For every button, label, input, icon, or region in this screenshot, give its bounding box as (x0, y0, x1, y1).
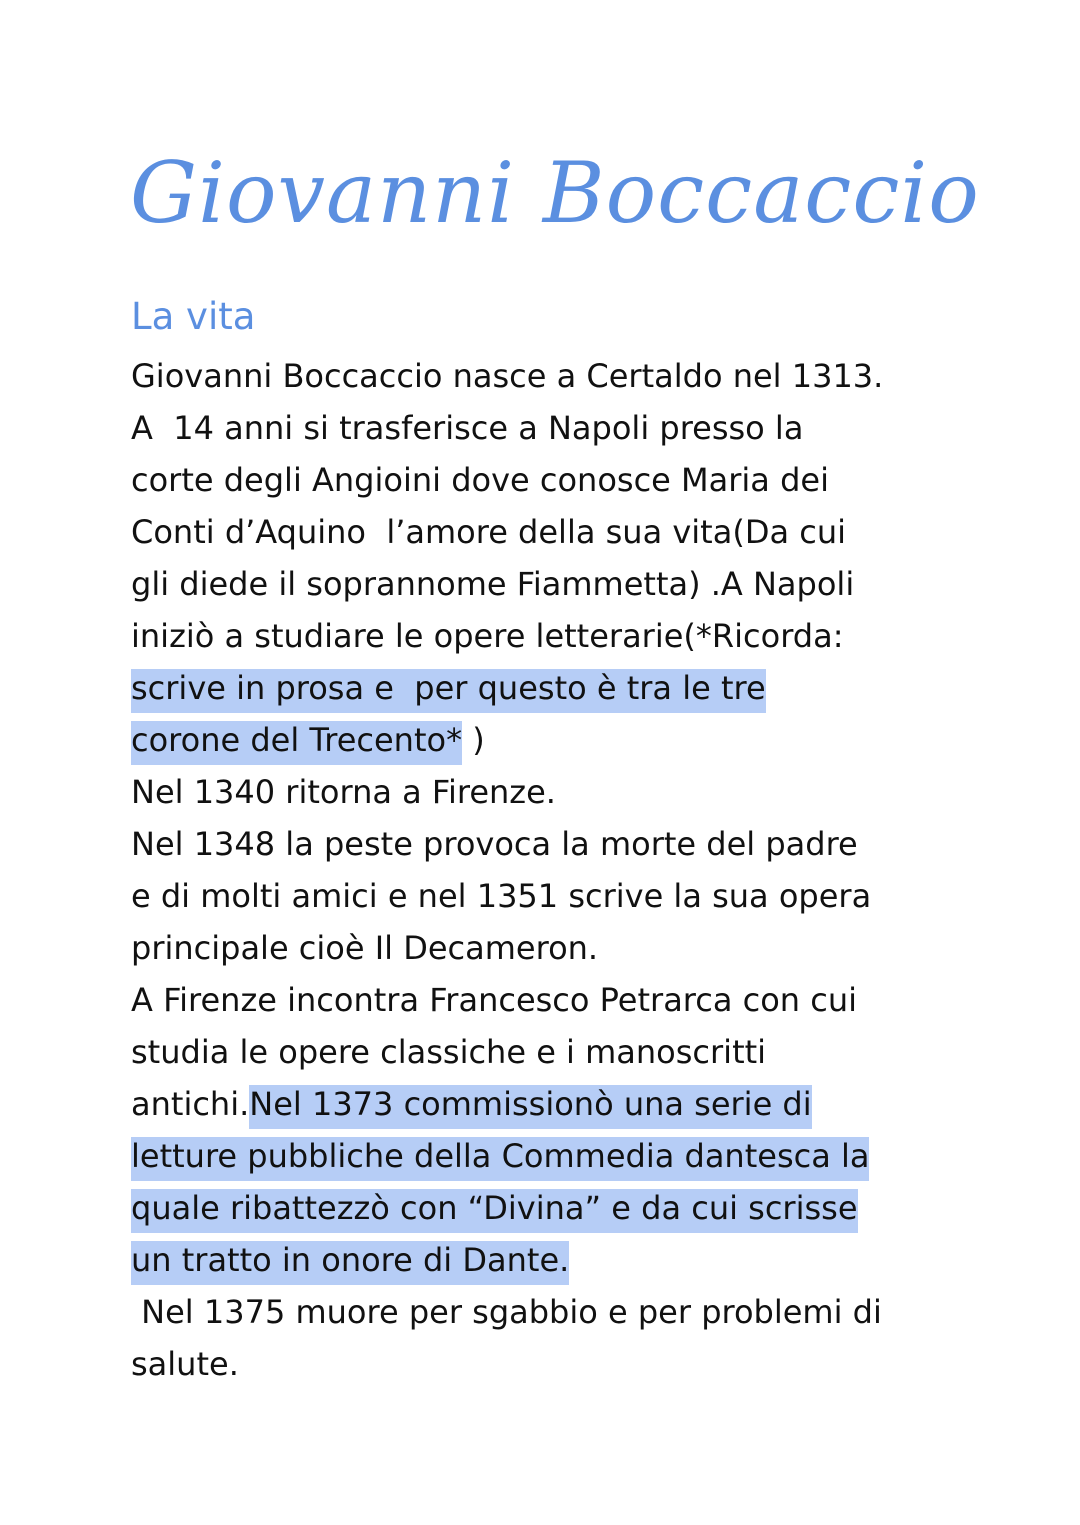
highlighted-text: Nel 1373 commissionò una serie di (249, 1085, 811, 1129)
highlighted-text: letture pubbliche della Commedia dantesca la (131, 1137, 869, 1181)
page-title: Giovanni Boccaccio (130, 144, 980, 242)
text-segment: Nel 1340 ritorna a Firenze. (131, 773, 556, 811)
text-line (131, 350, 971, 402)
section-heading: La vita (131, 295, 256, 338)
highlighted-text: quale ribattezzò con “Divina” e da cui scrisse (131, 1189, 858, 1233)
text-segment: studia le opere classiche e i manoscritti (131, 1033, 767, 1071)
text-segment: corte degli Angioini dove conosce Maria dei (131, 461, 829, 499)
body-text (131, 350, 971, 1390)
text-line (131, 1026, 971, 1078)
text-segment: e di molti amici e nel 1351 scrive la sua opera (131, 877, 872, 915)
text-segment: iniziò a studiare le opere letterarie(*Ricorda: (131, 617, 844, 655)
text-line (131, 1130, 971, 1182)
text-line (131, 454, 971, 506)
text-line (131, 1338, 971, 1390)
text-line (131, 818, 971, 870)
text-segment: A 14 anni si trasferisce a Napoli presso la (131, 409, 804, 447)
text-segment: A Firenze incontra Francesco Petrarca con cui (131, 981, 858, 1019)
text-segment: salute. (131, 1345, 239, 1383)
text-line (131, 714, 971, 766)
text-segment: principale cioè Il Decameron. (131, 929, 599, 967)
text-line (131, 662, 971, 714)
text-segment: gli diede il soprannome Fiammetta) .A Napoli (131, 565, 855, 603)
highlighted-text: un tratto in onore di Dante. (131, 1241, 569, 1285)
text-line (131, 766, 971, 818)
text-segment: Nel 1375 muore per sgabbio e per problemi di (131, 1293, 882, 1331)
text-line (131, 870, 971, 922)
text-segment: Nel 1348 la peste provoca la morte del padre (131, 825, 858, 863)
text-line (131, 974, 971, 1026)
text-line (131, 1078, 971, 1130)
text-line (131, 922, 971, 974)
text-segment: Giovanni Boccaccio nasce a Certaldo nel 1313. (131, 357, 884, 395)
highlighted-text: corone del Trecento* (131, 721, 462, 765)
text-segment: ) (462, 721, 485, 759)
text-line (131, 1234, 971, 1286)
highlighted-text: scrive in prosa e per questo è tra le tre (131, 669, 766, 713)
text-line (131, 610, 971, 662)
text-line (131, 1182, 971, 1234)
text-line (131, 506, 971, 558)
text-line (131, 402, 971, 454)
text-line (131, 558, 971, 610)
text-segment: antichi. (131, 1085, 250, 1123)
text-line (131, 1286, 971, 1338)
text-segment: Conti d’Aquino l’amore della sua vita(Da cui (131, 513, 846, 551)
